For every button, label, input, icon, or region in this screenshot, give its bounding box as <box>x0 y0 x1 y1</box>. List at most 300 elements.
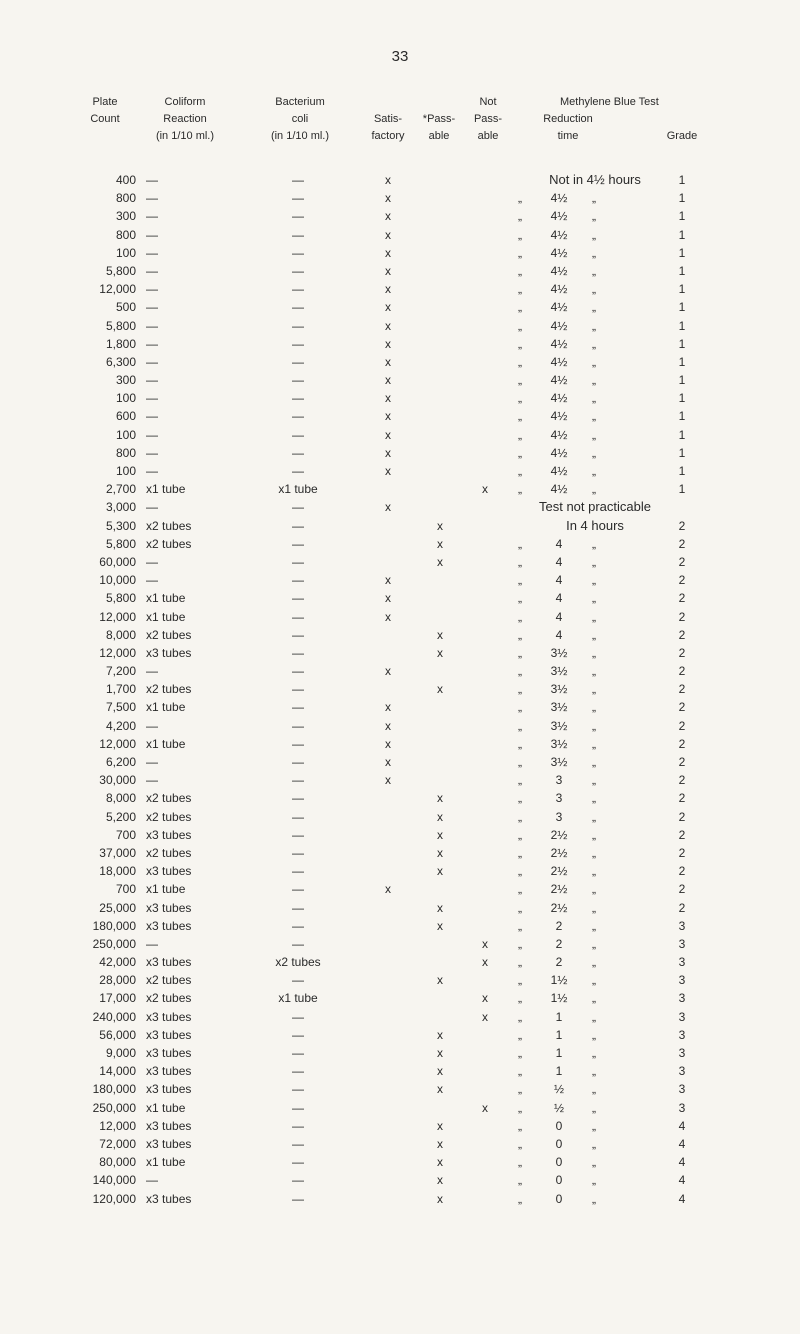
coliform-cell: x3 tubes <box>146 1046 192 1060</box>
plate-count-cell: 8,000 <box>105 627 136 642</box>
coliform-cell: x1 tube <box>146 736 186 751</box>
plate-count-cell: 5,800 <box>105 536 136 551</box>
satisfactory-mark: x <box>385 591 391 606</box>
reduction-time-cell: 4½ <box>550 445 568 460</box>
bacterium-coli-cell: — <box>292 318 304 333</box>
grade-cell: 2 <box>678 554 686 569</box>
table-row <box>0 444 800 462</box>
ditto-mark: „ <box>592 1118 596 1133</box>
ditto-mark: „ <box>592 1082 596 1097</box>
reduction-time-cell: 3½ <box>550 664 568 679</box>
ditto-mark: „ <box>592 373 596 388</box>
bacterium-coli-cell: — <box>292 1009 304 1024</box>
table-row <box>0 244 800 262</box>
grade-cell: 2 <box>678 536 686 551</box>
satisfactory-mark: x <box>385 173 391 187</box>
grade-cell: 3 <box>678 955 686 970</box>
satisfactory-mark: x <box>385 245 391 260</box>
plate-count-cell: 180,000 <box>92 918 136 933</box>
bacterium-coli-cell: — <box>292 900 304 915</box>
bacterium-coli-cell: — <box>292 827 304 842</box>
reduction-time-cell: 4 <box>555 573 563 588</box>
satisfactory-mark: x <box>385 373 391 388</box>
passable-mark: x <box>437 1064 443 1079</box>
coliform-cell: — <box>146 554 158 569</box>
grade-cell: 1 <box>678 191 686 206</box>
ditto-mark: „ <box>518 736 522 751</box>
ditto-mark: „ <box>592 736 596 751</box>
reduction-time-cell: 4½ <box>550 282 568 297</box>
ditto-mark: „ <box>592 554 596 569</box>
bacterium-coli-cell: — <box>292 263 304 278</box>
plate-count-cell: 12,000 <box>99 609 136 624</box>
header-line: *Pass- <box>422 113 456 125</box>
satisfactory-mark: x <box>385 664 391 679</box>
bacterium-coli-cell: — <box>292 700 304 715</box>
plate-count-cell: 400 <box>115 173 136 187</box>
ditto-mark: „ <box>518 536 522 551</box>
bacterium-coli-cell: — <box>292 445 304 460</box>
bacterium-coli-cell: — <box>292 645 304 660</box>
ditto-mark: „ <box>518 1100 522 1115</box>
plate-count-cell: 28,000 <box>99 973 136 988</box>
ditto-mark: „ <box>518 373 522 388</box>
ditto-mark: „ <box>592 245 596 260</box>
table-row <box>0 644 800 662</box>
passable-mark: x <box>437 1118 443 1133</box>
satisfactory-mark: x <box>385 427 391 442</box>
passable-mark: x <box>437 918 443 933</box>
plate-count-cell: 56,000 <box>99 1027 136 1042</box>
ditto-mark: „ <box>592 918 596 933</box>
ditto-mark: „ <box>518 809 522 824</box>
table-row <box>0 917 800 935</box>
coliform-cell: x2 tubes <box>146 536 192 551</box>
table-row <box>0 262 800 280</box>
table-row <box>0 317 800 335</box>
ditto-mark: „ <box>518 755 522 769</box>
coliform-cell: x3 tubes <box>146 900 192 915</box>
plate-count-cell: 42,000 <box>99 955 136 970</box>
plate-count-cell: 100 <box>115 391 136 406</box>
grade-cell: 1 <box>678 354 686 369</box>
table-row <box>0 971 800 989</box>
plate-count-cell: 7,200 <box>105 664 136 679</box>
table-row <box>0 553 800 571</box>
table-row <box>0 335 800 353</box>
reduction-time-cell: 0 <box>555 1155 563 1170</box>
bacterium-coli-cell: — <box>292 809 304 824</box>
bacterium-coli-cell: — <box>292 773 304 788</box>
ditto-mark: „ <box>518 300 522 315</box>
grade-cell: 1 <box>678 391 686 406</box>
grade-cell: 3 <box>678 1046 686 1060</box>
satisfactory-mark: x <box>385 263 391 278</box>
plate-count-cell: 2,700 <box>105 482 136 497</box>
ditto-mark: „ <box>592 209 596 224</box>
table-row <box>0 880 800 898</box>
bacterium-coli-cell: — <box>292 718 304 733</box>
plate-count-cell: 140,000 <box>92 1173 136 1188</box>
bacterium-coli-cell: — <box>292 1118 304 1133</box>
table-row <box>0 1044 800 1062</box>
coliform-cell: x1 tube <box>146 700 186 715</box>
bacterium-coli-cell: — <box>292 464 304 478</box>
not-passable-mark: x <box>482 1009 488 1024</box>
grade-cell: 1 <box>678 318 686 333</box>
reduction-time-cell: 4½ <box>550 318 568 333</box>
coliform-cell: — <box>146 936 158 951</box>
ditto-mark: „ <box>592 682 596 697</box>
header-line: able <box>428 130 450 142</box>
ditto-mark: „ <box>518 409 522 424</box>
table-row <box>0 280 800 298</box>
table-row <box>0 935 800 953</box>
grade-cell: 2 <box>678 882 686 897</box>
ditto-mark: „ <box>592 300 596 315</box>
coliform-cell: — <box>146 173 158 187</box>
passable-mark: x <box>437 1191 443 1206</box>
table-row <box>0 862 800 880</box>
reduction-time-cell: 3 <box>555 809 563 824</box>
table-row <box>0 735 800 753</box>
ditto-mark: „ <box>592 591 596 606</box>
ditto-mark: „ <box>592 354 596 369</box>
bacterium-coli-cell: — <box>292 518 304 533</box>
satisfactory-mark: x <box>385 700 391 715</box>
bacterium-coli-cell: — <box>292 209 304 224</box>
coliform-cell: — <box>146 354 158 369</box>
ditto-mark: „ <box>518 700 522 715</box>
plate-count-cell: 80,000 <box>99 1155 136 1170</box>
bacterium-coli-cell: — <box>292 336 304 351</box>
grade-cell: 2 <box>678 736 686 751</box>
plate-count-cell: 12,000 <box>99 736 136 751</box>
reduction-time-cell: 2½ <box>550 864 568 879</box>
passable-mark: x <box>437 845 443 860</box>
grade-cell: 3 <box>678 973 686 988</box>
satisfactory-mark: x <box>385 282 391 297</box>
ditto-mark: „ <box>518 664 522 679</box>
table-row <box>0 426 800 444</box>
table-row <box>0 1026 800 1044</box>
ditto-mark: „ <box>592 664 596 679</box>
ditto-mark: „ <box>592 718 596 733</box>
reduction-time-cell: ½ <box>553 1082 564 1097</box>
header-line: time <box>557 130 579 142</box>
not-passable-mark: x <box>482 1100 488 1115</box>
ditto-mark: „ <box>592 955 596 970</box>
ditto-mark: „ <box>518 1173 522 1188</box>
header-line: Satis- <box>373 113 403 125</box>
ditto-mark: „ <box>592 627 596 642</box>
grade-cell: 2 <box>678 791 686 806</box>
plate-count-cell: 100 <box>115 245 136 260</box>
ditto-mark: „ <box>592 936 596 951</box>
bacterium-coli-cell: x1 tube <box>278 991 318 1006</box>
grade-cell: 2 <box>678 518 686 533</box>
table-row <box>0 480 800 498</box>
header-line: Plate <box>92 96 118 108</box>
table-row <box>0 207 800 225</box>
ditto-mark: „ <box>518 282 522 297</box>
ditto-mark: „ <box>518 1027 522 1042</box>
ditto-mark: „ <box>518 955 522 970</box>
header-satisfactory <box>360 111 416 145</box>
table-row <box>0 371 800 389</box>
satisfactory-mark: x <box>385 445 391 460</box>
bacterium-coli-cell: — <box>292 936 304 951</box>
header-line: Coliform <box>164 96 206 108</box>
table-row <box>0 571 800 589</box>
grade-cell: 2 <box>678 609 686 624</box>
table-row <box>0 771 800 789</box>
passable-mark: x <box>437 1046 443 1060</box>
table-row <box>0 989 800 1007</box>
bacterium-coli-cell: — <box>292 918 304 933</box>
coliform-cell: x1 tube <box>146 591 186 606</box>
plate-count-cell: 8,000 <box>105 791 136 806</box>
plate-count-cell: 12,000 <box>99 1118 136 1133</box>
coliform-cell: x3 tubes <box>146 827 192 842</box>
bacterium-coli-cell: — <box>292 1027 304 1042</box>
passable-mark: x <box>437 1155 443 1170</box>
bacterium-coli-cell: — <box>292 191 304 206</box>
ditto-mark: „ <box>518 682 522 697</box>
bacterium-coli-cell: — <box>292 1191 304 1206</box>
grade-cell: 1 <box>678 445 686 460</box>
ditto-mark: „ <box>592 609 596 624</box>
grade-cell: 3 <box>678 936 686 951</box>
header-methylene-blue-test: Methylene Blue Test <box>560 96 659 108</box>
plate-count-cell: 240,000 <box>92 1009 136 1024</box>
grade-cell: 2 <box>678 591 686 606</box>
coliform-cell: — <box>146 773 158 788</box>
ditto-mark: „ <box>592 809 596 824</box>
reduction-time-cell: 4½ <box>550 409 568 424</box>
plate-count-cell: 4,200 <box>105 718 136 733</box>
ditto-mark: „ <box>518 609 522 624</box>
coliform-cell: x1 tube <box>146 882 186 897</box>
table-row <box>0 1135 800 1153</box>
plate-count-cell: 5,800 <box>105 263 136 278</box>
table-row <box>0 899 800 917</box>
coliform-cell: — <box>146 318 158 333</box>
passable-mark: x <box>437 1136 443 1151</box>
ditto-mark: „ <box>518 1118 522 1133</box>
ditto-mark: „ <box>592 191 596 206</box>
grade-cell: 4 <box>678 1118 686 1133</box>
coliform-cell: x3 tubes <box>146 864 192 879</box>
coliform-cell: x2 tubes <box>146 809 192 824</box>
grade-cell: 3 <box>678 1082 686 1097</box>
header-line: able <box>477 130 499 142</box>
ditto-mark: „ <box>592 391 596 406</box>
table-row <box>0 844 800 862</box>
reduction-time-cell: 4½ <box>550 373 568 388</box>
coliform-cell: — <box>146 227 158 242</box>
reduction-time-cell: 1 <box>555 1027 563 1042</box>
reduction-time-cell: 4 <box>555 627 563 642</box>
header-line: factory <box>371 130 405 142</box>
plate-count-cell: 72,000 <box>99 1136 136 1151</box>
coliform-cell: x2 tubes <box>146 791 192 806</box>
coliform-cell: — <box>146 300 158 315</box>
table-row <box>0 680 800 698</box>
header-grade: Grade <box>666 130 698 142</box>
plate-count-cell: 37,000 <box>99 845 136 860</box>
reduction-time-cell: 2½ <box>550 845 568 860</box>
page-number: 33 <box>391 48 409 65</box>
bacterium-coli-cell: — <box>292 1100 304 1115</box>
table-row <box>0 589 800 607</box>
bacterium-coli-cell: — <box>292 391 304 406</box>
plate-count-cell: 1,700 <box>105 682 136 697</box>
coliform-cell: x3 tubes <box>146 1082 192 1097</box>
ditto-mark: „ <box>592 864 596 879</box>
plate-count-cell: 250,000 <box>92 1100 136 1115</box>
ditto-mark: „ <box>592 1191 596 1206</box>
bacterium-coli-cell: — <box>292 409 304 424</box>
coliform-cell: x1 tube <box>146 609 186 624</box>
bacterium-coli-cell: — <box>292 245 304 260</box>
plate-count-cell: 9,000 <box>105 1046 136 1060</box>
table-row <box>0 698 800 716</box>
reduction-time-cell: 3 <box>555 773 563 788</box>
grade-cell: 2 <box>678 809 686 824</box>
coliform-cell: x2 tubes <box>146 682 192 697</box>
ditto-mark: „ <box>592 755 596 769</box>
header-line: Reaction <box>163 113 207 125</box>
ditto-mark: „ <box>592 282 596 297</box>
passable-mark: x <box>437 627 443 642</box>
ditto-mark: „ <box>518 554 522 569</box>
coliform-cell: x3 tubes <box>146 955 192 970</box>
coliform-cell: x3 tubes <box>146 918 192 933</box>
plate-count-cell: 25,000 <box>99 900 136 915</box>
header-line: Not <box>479 96 497 108</box>
satisfactory-mark: x <box>385 409 391 424</box>
plate-count-cell: 700 <box>115 827 136 842</box>
plate-count-cell: 300 <box>115 373 136 388</box>
header-line: coli <box>291 113 309 125</box>
reduction-time-cell: 3½ <box>550 682 568 697</box>
bacterium-coli-cell: — <box>292 845 304 860</box>
ditto-mark: „ <box>518 1009 522 1024</box>
reduction-time-cell: 0 <box>555 1191 563 1206</box>
grade-cell: 3 <box>678 1027 686 1042</box>
plate-count-cell: 700 <box>115 882 136 897</box>
bacterium-coli-cell: — <box>292 300 304 315</box>
reduction-time-cell: 2½ <box>550 882 568 897</box>
ditto-mark: „ <box>592 845 596 860</box>
grade-cell: 2 <box>678 845 686 860</box>
passable-mark: x <box>437 900 443 915</box>
bacterium-coli-cell: — <box>292 664 304 679</box>
reduction-time-cell: 1½ <box>550 991 568 1006</box>
header-passable <box>414 111 464 145</box>
header-not-passable <box>466 94 510 145</box>
ditto-mark: „ <box>518 591 522 606</box>
ditto-mark: „ <box>592 882 596 897</box>
plate-count-cell: 10,000 <box>99 573 136 588</box>
reduction-note: Test not practicable <box>538 499 651 515</box>
satisfactory-mark: x <box>385 573 391 588</box>
ditto-mark: „ <box>518 882 522 897</box>
satisfactory-mark: x <box>385 227 391 242</box>
ditto-mark: „ <box>592 1136 596 1151</box>
table-row <box>0 1062 800 1080</box>
bacterium-coli-cell: — <box>292 1082 304 1097</box>
ditto-mark: „ <box>518 791 522 806</box>
coliform-cell: — <box>146 263 158 278</box>
plate-count-cell: 30,000 <box>99 773 136 788</box>
ditto-mark: „ <box>518 245 522 260</box>
passable-mark: x <box>437 827 443 842</box>
plate-count-cell: 100 <box>115 464 136 478</box>
plate-count-cell: 500 <box>115 300 136 315</box>
ditto-mark: „ <box>518 191 522 206</box>
ditto-mark: „ <box>518 227 522 242</box>
reduction-time-cell: 0 <box>555 1118 563 1133</box>
ditto-mark: „ <box>518 354 522 369</box>
reduction-time-cell: 1 <box>555 1064 563 1079</box>
header-line: Reduction <box>543 113 593 125</box>
plate-count-cell: 1,800 <box>105 336 136 351</box>
coliform-cell: x3 tubes <box>146 645 192 660</box>
coliform-cell: x2 tubes <box>146 991 192 1006</box>
ditto-mark: „ <box>592 700 596 715</box>
coliform-cell: x3 tubes <box>146 1027 192 1042</box>
coliform-cell: — <box>146 373 158 388</box>
grade-cell: 4 <box>678 1136 686 1151</box>
grade-cell: 3 <box>678 1100 686 1115</box>
table-row <box>0 626 800 644</box>
grade-cell: 4 <box>678 1155 686 1170</box>
plate-count-cell: 300 <box>115 209 136 224</box>
coliform-cell: — <box>146 391 158 406</box>
coliform-cell: — <box>146 245 158 260</box>
coliform-cell: — <box>146 427 158 442</box>
bacterium-coli-cell: — <box>292 1046 304 1060</box>
satisfactory-mark: x <box>385 464 391 478</box>
passable-mark: x <box>437 554 443 569</box>
ditto-mark: „ <box>518 627 522 642</box>
bacterium-coli-cell: — <box>292 736 304 751</box>
grade-cell: 2 <box>678 864 686 879</box>
table-row <box>0 535 800 553</box>
bacterium-coli-cell: — <box>292 609 304 624</box>
passable-mark: x <box>437 1173 443 1188</box>
bacterium-coli-cell: — <box>292 282 304 297</box>
coliform-cell: — <box>146 282 158 297</box>
ditto-mark: „ <box>518 209 522 224</box>
not-passable-mark: x <box>482 955 488 970</box>
grade-cell: 1 <box>678 482 686 497</box>
satisfactory-mark: x <box>385 736 391 751</box>
plate-count-cell: 7,500 <box>105 700 136 715</box>
ditto-mark: „ <box>592 263 596 278</box>
reduction-time-cell: 2 <box>555 936 563 951</box>
table-row <box>0 1117 800 1135</box>
table-row <box>0 1153 800 1171</box>
grade-cell: 2 <box>678 682 686 697</box>
ditto-mark: „ <box>592 227 596 242</box>
reduction-time-cell: 3 <box>555 791 563 806</box>
table-row <box>0 826 800 844</box>
table-row <box>0 1008 800 1026</box>
bacterium-coli-cell: — <box>292 554 304 569</box>
